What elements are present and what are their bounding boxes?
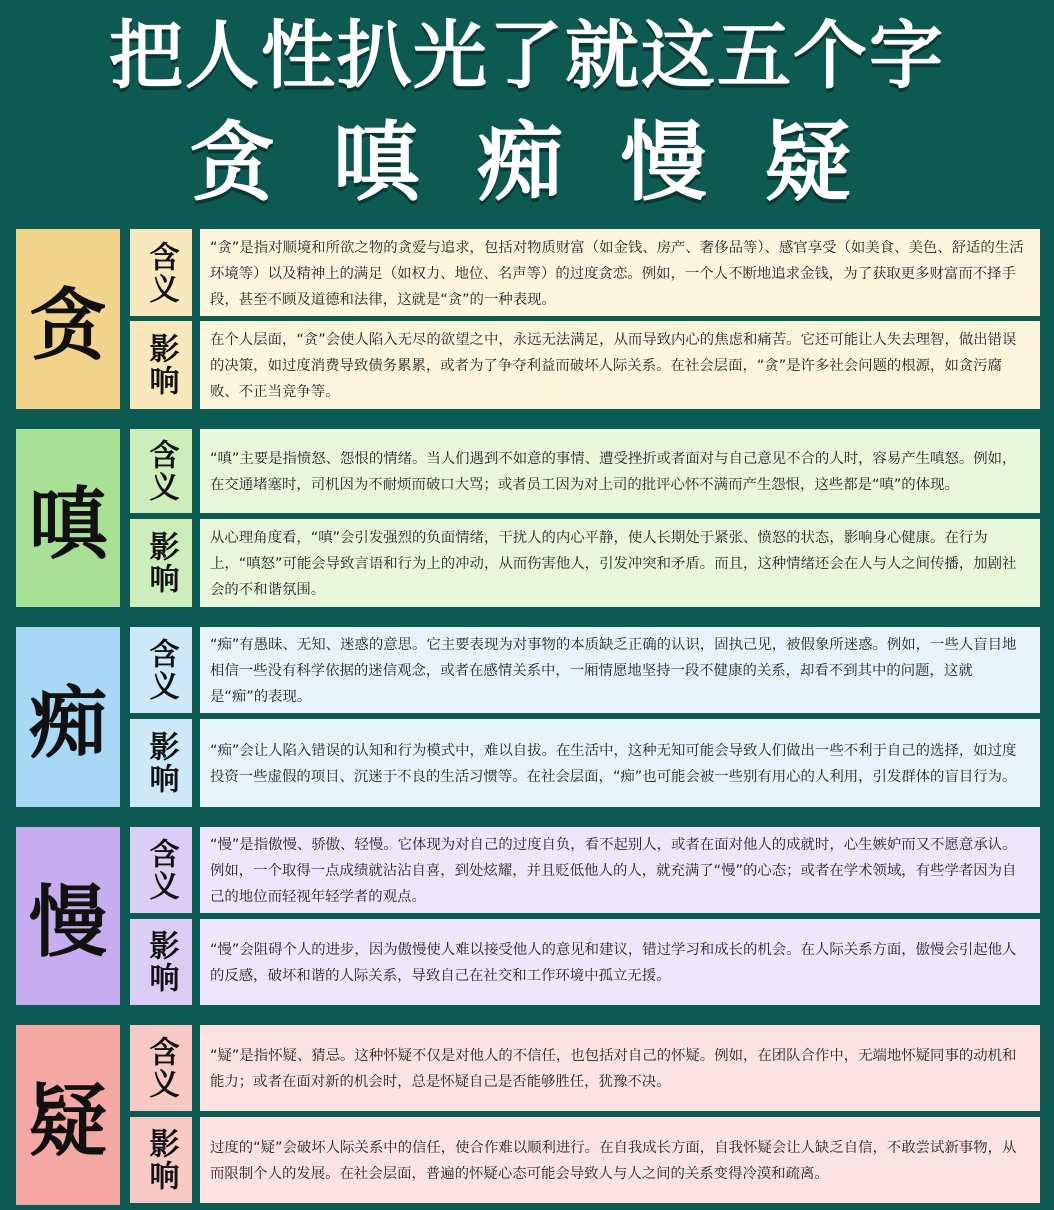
impact-label: 影响: [130, 1117, 192, 1203]
impact-row: [130, 321, 1040, 409]
impact-text: 在个人层面，“贪”会使人陷入无尽的欲望之中，永远无法满足，从而导致内心的焦虑和痛苦。它还可能让人失去理智，做出错误的决策，如过度消费导致债务累累，或者为了争夺利益而破坏人际关系。在社会层面，“贪”是许多社会问题的根源，如贪污腐败、不正当竞争等。: [200, 321, 1040, 409]
meaning-label: 含义: [130, 627, 192, 713]
section-char: 嗔: [16, 429, 120, 607]
impact-text: “慢”会阻碍个人的进步，因为傲慢使人难以接受他人的意见和建议，错过学习和成长的机会。在人际关系方面，傲慢会引起他人的反感，破坏和谐的人际关系，导致自己在社交和工作环境中孤立无援。: [200, 919, 1040, 1005]
page-title: 把人性扒光了就这五个字: [109, 13, 945, 99]
section-char: 痴: [16, 627, 120, 807]
meaning-label: 含义: [130, 229, 192, 316]
meaning-row: [130, 627, 1040, 713]
meaning-label: 含义: [130, 429, 192, 513]
meaning-row: [130, 429, 1040, 513]
impact-row: [130, 519, 1040, 607]
section-char: 慢: [16, 827, 120, 1005]
section-tan: [14, 229, 1040, 409]
meaning-label: 含义: [130, 1025, 192, 1111]
meaning-text: “慢”是指傲慢、骄傲、轻慢。它体现为对自己的过度自负，看不起别人，或者在面对他人的成就时，心生嫉妒而又不愿意承认。例如，一个取得一点成绩就沾沾自喜，到处炫耀，并且贬低他人的人，就充满了“慢”的心态；或者在学术领域，有些学者因为自己的地位而轻视年轻学者的观点。: [200, 827, 1040, 913]
meaning-label: 含义: [130, 827, 192, 913]
meaning-text: “痴”有愚昧、无知、迷惑的意思。它主要表现为对事物的本质缺乏正确的认识，固执己见，被假象所迷惑。例如，一些人盲目地相信一些没有科学依据的迷信观念，或者在感情关系中，一厢情愿地坚持一段不健康的关系，却看不到其中的问题，这就是“痴”的表现。: [200, 627, 1040, 713]
section-char: 疑: [16, 1025, 120, 1205]
meaning-row: [130, 229, 1040, 316]
meaning-text: “嗔”主要是指愤怒、怨恨的情绪。当人们遇到不如意的事情、遭受挫折或者面对与自己意见不合的人时，容易产生嗔怒。例如，在交通堵塞时，司机因为不耐烦而破口大骂；或者员工因为对上司的批评心怀不满而产生怨恨，这些都是“嗔”的体现。: [200, 429, 1040, 513]
impact-row: [130, 919, 1040, 1005]
impact-text: 过度的“疑”会破坏人际关系中的信任，使合作难以顺利进行。在自我成长方面，自我怀疑会让人缺乏自信，不敢尝试新事物，从而限制个人的发展。在社会层面，普遍的怀疑心态可能会导致人与人之间的关系变得冷漠和疏离。: [200, 1117, 1040, 1203]
impact-text: “痴”会让人陷入错误的认知和行为模式中，难以自拔。在生活中，这种无知可能会导致人们做出一些不利于自己的选择，如过度投资一些虚假的项目、沉迷于不良的生活习惯等。在社会层面，“痴”也可能会被一些别有用心的人利用，引发群体的盲目行为。: [200, 719, 1040, 807]
impact-row: [130, 1117, 1040, 1203]
impact-label: 影响: [130, 321, 192, 409]
section-yi: [14, 1025, 1040, 1205]
section-chi: [14, 627, 1040, 807]
section-chen: [14, 429, 1040, 607]
impact-text: 从心理角度看，“嗔”会引发强烈的负面情绪，干扰人的内心平静，使人长期处于紧张、愤怒的状态，影响身心健康。在行为上，“嗔怒”可能会导致言语和行为上的冲动，从而伤害他人，引发冲突和矛盾。而且，这种情绪还会在人与人之间传播，加剧社会的不和谐氛围。: [200, 519, 1040, 607]
meaning-row: [130, 827, 1040, 913]
meaning-text: “贪”是指对顺境和所欲之物的贪爱与追求，包括对物质财富（如金钱、房产、奢侈品等）、感官享受（如美食、美色、舒适的生活环境等）以及精神上的满足（如权力、地位、名声等）的过度贪恋。例如，一个人不断地追求金钱，为了获取更多财富而不择手段，甚至不顾及道德和法律，这就是“贪”的一种表现。: [200, 229, 1040, 316]
meaning-row: [130, 1025, 1040, 1111]
section-man: [14, 827, 1040, 1005]
impact-label: 影响: [130, 919, 192, 1005]
meaning-text: “疑”是指怀疑、猜忌。这种怀疑不仅是对他人的不信任，也包括对自己的怀疑。例如，在团队合作中，无端地怀疑同事的动机和能力；或者在面对新的机会时，总是怀疑自己是否能够胜任，犹豫不决。: [200, 1025, 1040, 1111]
impact-label: 影响: [130, 519, 192, 607]
page-subtitle: 贪 嗔 痴 慢 疑: [189, 113, 865, 213]
impact-label: 影响: [130, 719, 192, 807]
impact-row: [130, 719, 1040, 807]
section-char: 贪: [16, 229, 120, 409]
